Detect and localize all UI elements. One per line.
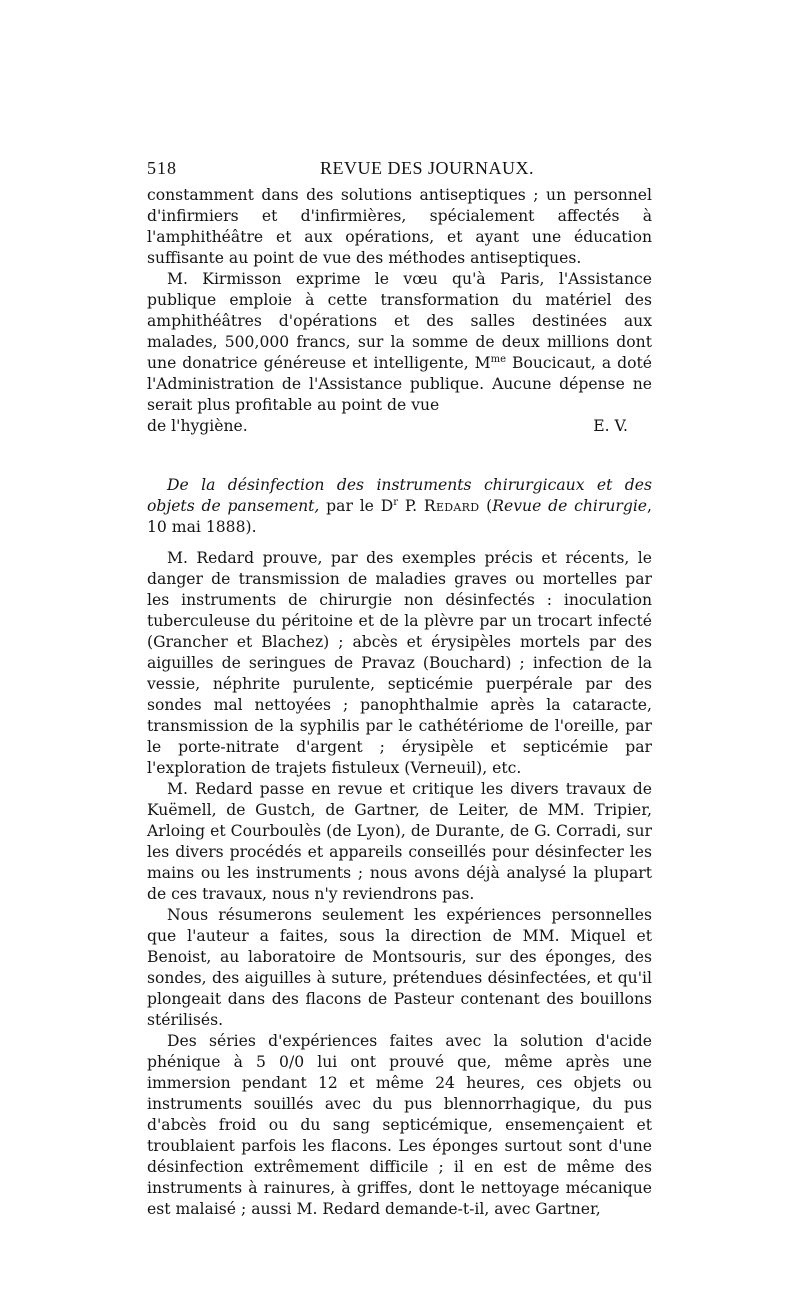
superscript: r	[393, 496, 399, 508]
paragraph-text: de l'hygiène.	[147, 417, 248, 435]
paragraph-text: M. Kirmisson exprime le vœu qu'à Paris, l'Assistance publique emploie à cette transformation du matériel des amphithéâtres d'opérations et des salles destinées aux malades, 500,000 francs, sur la somme de deux millions dont une donatrice généreuse et intelligente, M	[147, 270, 652, 372]
paragraph: M. Redard prouve, par des exemples précis et récents, le danger de transmission de maladies graves ou mortelles par les instruments de chirurgie non désinfectés : inoculation tuberculeuse du péritoine et de la plèvre par un trocart infecté (Grancher et Blachez) ; abcès et érysipèles mortels par des aiguilles de seringues de Pravaz (Bouchard) ; infection de la vessie, néphrite purulente, septicémie puerpérale par des sondes mal nettoyées ; panophthalmie après la cataracte, transmission de la syphilis par le cathétériome de l'oreille, par le porte-nitrate d'argent ; érysipèle et septicémie par l'exploration de trajets fistuleux (Verneuil), etc.	[147, 549, 652, 777]
author-initial: P.	[398, 497, 424, 515]
byline-text: par le D	[319, 497, 394, 515]
paragraph-text: Boucicaut, a doté l'Administration de l'Assistance publique. Aucune dépense ne serait plus profitable au point de vue	[147, 354, 652, 414]
signature: E. V.	[593, 417, 628, 435]
paragraph: Nous résumerons seulement les expériences personnelles que l'auteur a faites, sous la direction de MM. Miquel et Benoist, au laboratoire de Montsouris, sur des éponges, des sondes, des aiguilles à suture, prétendues désinfectées, et qu'il plongeait dans des flacons de Pasteur contenant des bouillons stérilisés.	[147, 906, 652, 1029]
source-date: , 10 mai 1888).	[147, 497, 652, 536]
superscript: me	[490, 353, 507, 365]
paragraph: M. Redard passe en revue et critique les divers travaux de Kuëmell, de Gustch, de Gartner, de Leiter, de MM. Tripier, Arloing et Courboulès (de Lyon), de Durante, de G. Corradi, sur les divers procédés et appareils conseillés pour désinfecter les mains ou les instruments ; nous avons déjà analysé la plupart de ces travaux, nous n'y reviendrons pas.	[147, 780, 652, 903]
author-name: Redard	[423, 497, 480, 515]
running-title: REVUE DES JOURNAUX.	[320, 158, 535, 178]
running-header	[147, 152, 652, 184]
paragraph: constamment dans des solutions antiseptiques ; un personnel d'infirmiers et d'infirmières, spécialement affectés à l'amphithéâtre et aux opérations, et ayant une éducation suffisante au point de vue des méthodes antiseptiques.	[147, 186, 652, 267]
journal-title: Revue de chirurgie	[492, 497, 648, 515]
source-open: (	[479, 497, 493, 515]
signature-line	[147, 416, 652, 437]
article-title: De la désinfection des instruments chirurgicaux et des objets de pansement,	[147, 476, 652, 515]
paragraph	[147, 269, 652, 416]
page-number: 518	[147, 158, 177, 178]
paragraph: Des séries d'expériences faites avec la solution d'acide phénique à 5 0/0 lui ont prouvé que, même après une immersion pendant 12 et même 24 heures, ces objets ou instruments souillés avec du pus blennorrhagique, du pus d'abcès froid ou du sang septicémique, ensemençaient et troublaient parfois les flacons. Les éponges surtout sont d'une désinfection extrêmement difficile ; il en est de même des instruments à rainures, à griffes, dont le nettoyage mécanique est malaisé ; aussi M. Redard demande-t-il, avec Gartner,	[147, 1032, 652, 1218]
article-heading	[147, 475, 652, 538]
page-body	[147, 185, 652, 1220]
